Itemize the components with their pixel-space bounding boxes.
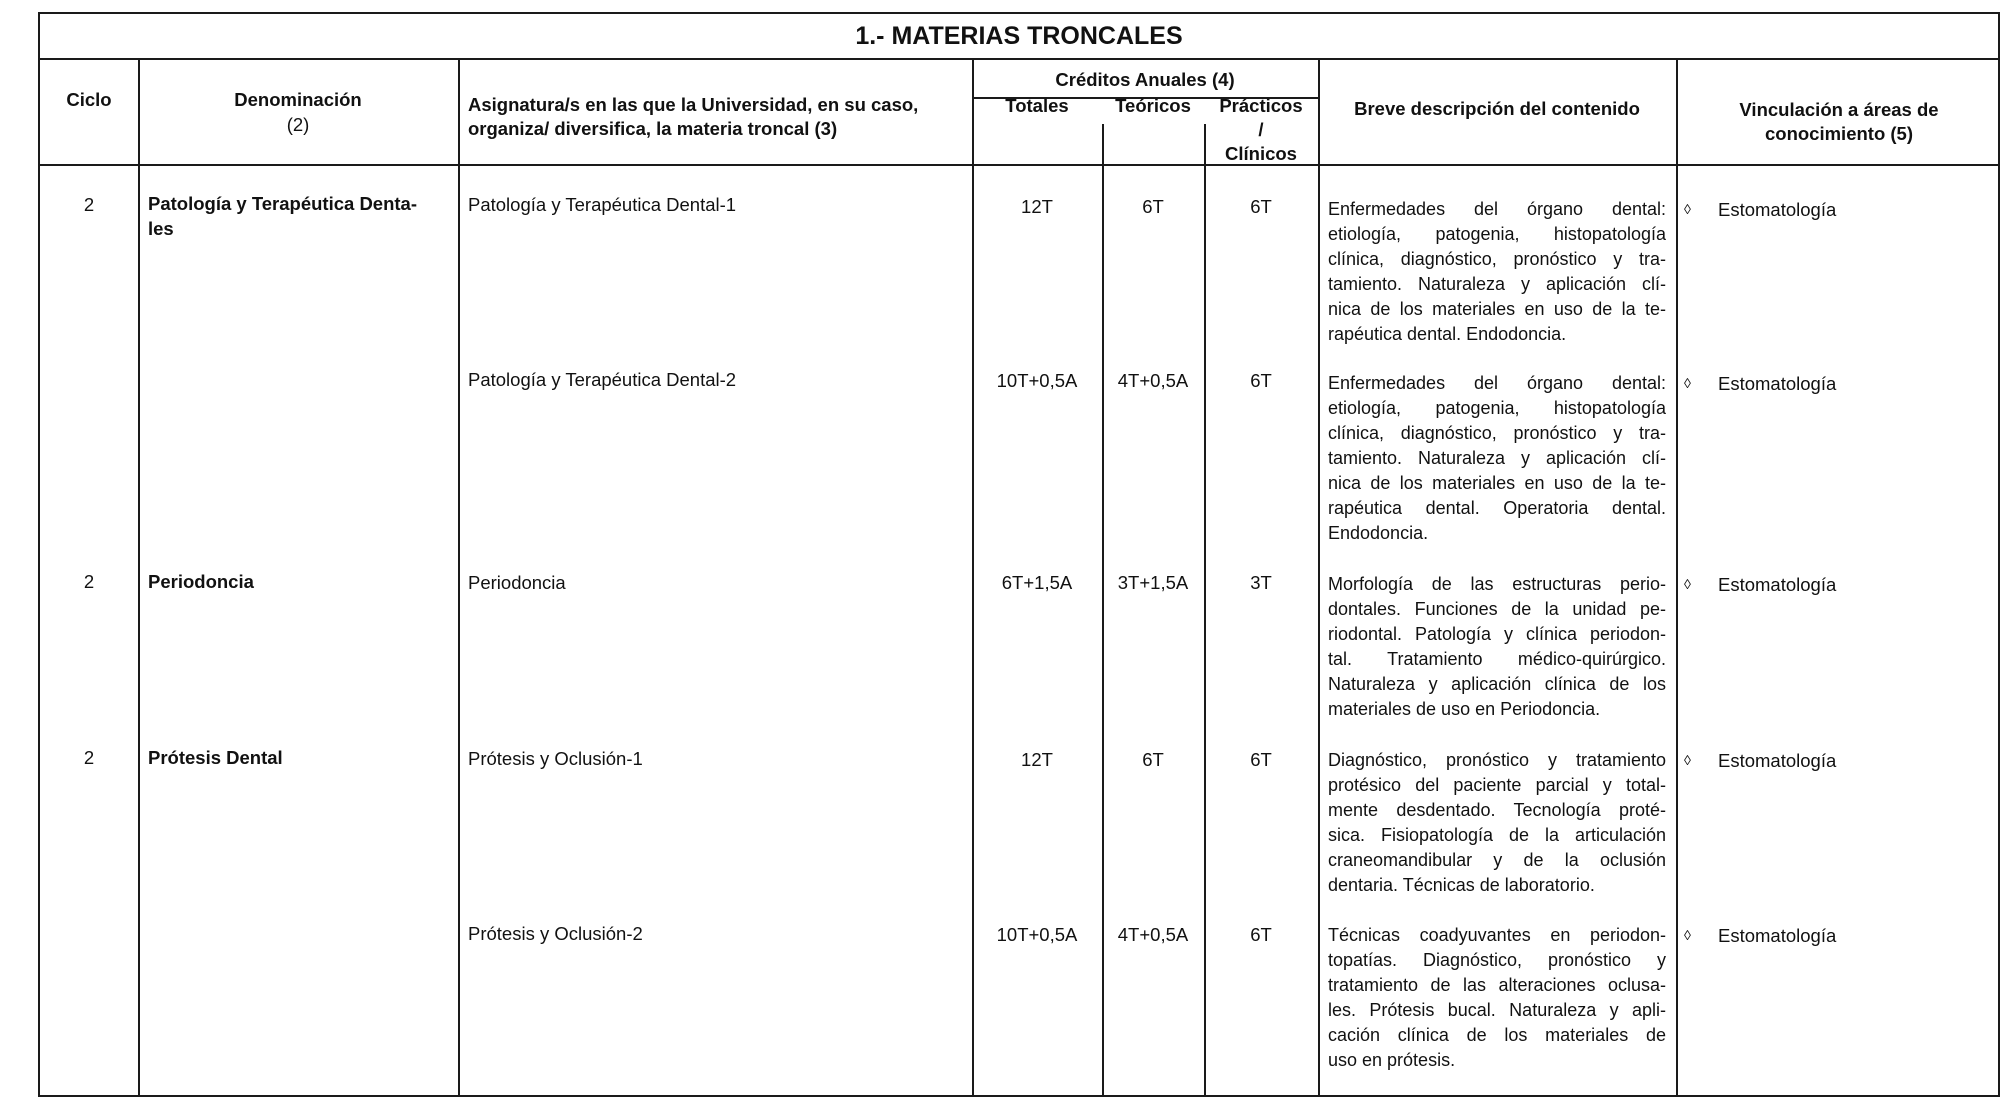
- header-bottom-rule: [40, 164, 1998, 166]
- row-ciclo: 2: [83, 194, 95, 215]
- desc-line: uso en prótesis.: [1328, 1050, 1456, 1070]
- desc-line: clínica, diagnóstico, pronóstico y tra-: [1328, 249, 1666, 269]
- row-teoricos: 4T+0,5A: [1117, 924, 1189, 945]
- desc-line: dentaria. Técnicas de laboratorio.: [1328, 875, 1595, 895]
- desc-line: Diagnóstico, pronóstico y tratamiento: [1328, 750, 1666, 770]
- desc-line: clínica, diagnóstico, pronóstico y tra-: [1328, 423, 1666, 443]
- row-asignatura: Patología y Terapéutica Dental-2: [468, 369, 737, 390]
- desc-line: dontales. Funciones de la unidad pe-: [1328, 599, 1666, 619]
- row-asignatura: Prótesis y Oclusión-1: [468, 748, 643, 769]
- row-asignatura: Prótesis y Oclusión-2: [468, 923, 643, 944]
- desc-line: Naturaleza y aplicación clínica de los: [1328, 674, 1666, 694]
- header-denominacion-note: (2): [286, 114, 310, 135]
- row-denominacion: Periodoncia: [148, 571, 254, 592]
- row-descripcion: [1328, 572, 1666, 722]
- row-teoricos: 4T+0,5A: [1117, 370, 1189, 391]
- table-title: 1.- MATERIAS TRONCALES: [40, 14, 1998, 60]
- desc-line: Enfermedades del órgano dental:: [1328, 373, 1666, 393]
- header-practicos-slash: /: [1258, 119, 1264, 140]
- row-descripcion: [1328, 371, 1666, 546]
- desc-line: craneomandibular y de la oclusión: [1328, 850, 1666, 870]
- row-totales: 12T: [1021, 196, 1053, 217]
- desc-line: etiología, patogenia, histopatología: [1328, 398, 1666, 418]
- row-practicos: 3T: [1250, 572, 1272, 593]
- diamond-bullet-icon: ◊: [1684, 576, 1691, 592]
- desc-line: protésico del paciente parcial y total-: [1328, 775, 1666, 795]
- row-asignatura: Patología y Terapéutica Dental-1: [468, 194, 737, 215]
- row-practicos: 6T: [1250, 370, 1272, 391]
- desc-line: nica de los materiales en uso de la te-: [1328, 473, 1666, 493]
- desc-line: cación clínica de los materiales de: [1328, 1025, 1666, 1045]
- header-descripcion: Breve descripción del contenido: [1354, 98, 1640, 119]
- desc-line: les. Prótesis bucal. Naturaleza y apli-: [1328, 1000, 1666, 1020]
- header-denominacion: Denominación: [234, 89, 362, 110]
- troncales-table: [38, 12, 2000, 1097]
- row-descripcion: [1328, 197, 1666, 347]
- row-vinculacion: Estomatología: [1718, 199, 1837, 220]
- header-vinculacion-2: conocimiento (5): [1764, 123, 1913, 144]
- desc-line: rapéutica dental. Endodoncia.: [1328, 324, 1567, 344]
- row-totales: 12T: [1021, 749, 1053, 770]
- desc-line: materiales de uso en Periodoncia.: [1328, 699, 1601, 719]
- row-teoricos: 6T: [1142, 196, 1164, 217]
- header-clinicos: Clínicos: [1225, 143, 1297, 164]
- desc-line: Morfología de las estructuras perio-: [1328, 574, 1666, 594]
- diamond-bullet-icon: ◊: [1684, 375, 1691, 391]
- row-teoricos: 3T+1,5A: [1117, 572, 1189, 593]
- row-teoricos: 6T: [1142, 749, 1164, 770]
- row-denominacion-cont: les: [148, 218, 174, 239]
- col-divider: [1204, 124, 1206, 1095]
- desc-line: tamiento. Naturaleza y aplicación clí-: [1328, 448, 1666, 468]
- desc-line: Endodoncia.: [1328, 523, 1429, 543]
- desc-line: etiología, patogenia, histopatología: [1328, 224, 1666, 244]
- row-practicos: 6T: [1250, 196, 1272, 217]
- row-denominacion: Patología y Terapéutica Denta-: [148, 193, 417, 214]
- desc-line: Técnicas coadyuvantes en periodon-: [1328, 925, 1666, 945]
- header-vinculacion: Vinculación a áreas de: [1739, 99, 1939, 120]
- header-asignaturas-2: organiza/ diversifica, la materia troncal (3): [468, 118, 838, 139]
- row-ciclo: 2: [83, 571, 95, 592]
- row-totales: 10T+0,5A: [996, 370, 1078, 391]
- row-descripcion: [1328, 748, 1666, 898]
- desc-line: riodontal. Patología y clínica periodon-: [1328, 624, 1666, 644]
- diamond-bullet-icon: ◊: [1684, 752, 1691, 768]
- row-vinculacion: Estomatología: [1718, 925, 1837, 946]
- desc-line: rapéutica dental. Operatoria dental.: [1328, 498, 1666, 518]
- row-denominacion: Prótesis Dental: [148, 747, 283, 768]
- header-asignaturas: Asignatura/s en las que la Universidad, en su caso,: [468, 94, 919, 115]
- row-practicos: 6T: [1250, 749, 1272, 770]
- desc-line: tratamiento de las alteraciones oclusa-: [1328, 975, 1666, 995]
- col-divider: [1676, 60, 1678, 1095]
- diamond-bullet-icon: ◊: [1684, 927, 1691, 943]
- row-vinculacion: Estomatología: [1718, 750, 1837, 771]
- col-divider: [138, 60, 140, 1095]
- header-practicos: Prácticos: [1219, 95, 1303, 116]
- desc-line: tal. Tratamiento médico-quirúrgico.: [1328, 649, 1666, 669]
- header-ciclo: Ciclo: [66, 89, 112, 110]
- header-teoricos: Teóricos: [1115, 95, 1191, 116]
- col-divider: [1318, 60, 1320, 1095]
- col-divider: [458, 60, 460, 1095]
- desc-line: mente desdentado. Tecnología proté-: [1328, 800, 1666, 820]
- desc-line: tamiento. Naturaleza y aplicación clí-: [1328, 274, 1666, 294]
- row-practicos: 6T: [1250, 924, 1272, 945]
- desc-line: topatías. Diagnóstico, pronóstico y: [1328, 950, 1666, 970]
- row-totales: 6T+1,5A: [1001, 572, 1073, 593]
- row-totales: 10T+0,5A: [996, 924, 1078, 945]
- row-vinculacion: Estomatología: [1718, 373, 1837, 394]
- col-divider: [1102, 124, 1104, 1095]
- desc-line: nica de los materiales en uso de la te-: [1328, 299, 1666, 319]
- desc-line: Enfermedades del órgano dental:: [1328, 199, 1666, 219]
- desc-line: sica. Fisiopatología de la articulación: [1328, 825, 1666, 845]
- row-descripcion: [1328, 923, 1666, 1073]
- row-vinculacion: Estomatología: [1718, 574, 1837, 595]
- diamond-bullet-icon: ◊: [1684, 201, 1691, 217]
- header-totales: Totales: [1005, 95, 1069, 116]
- header-creditos: Créditos Anuales (4): [1055, 69, 1235, 90]
- row-ciclo: 2: [83, 747, 95, 768]
- row-asignatura: Periodoncia: [468, 572, 566, 593]
